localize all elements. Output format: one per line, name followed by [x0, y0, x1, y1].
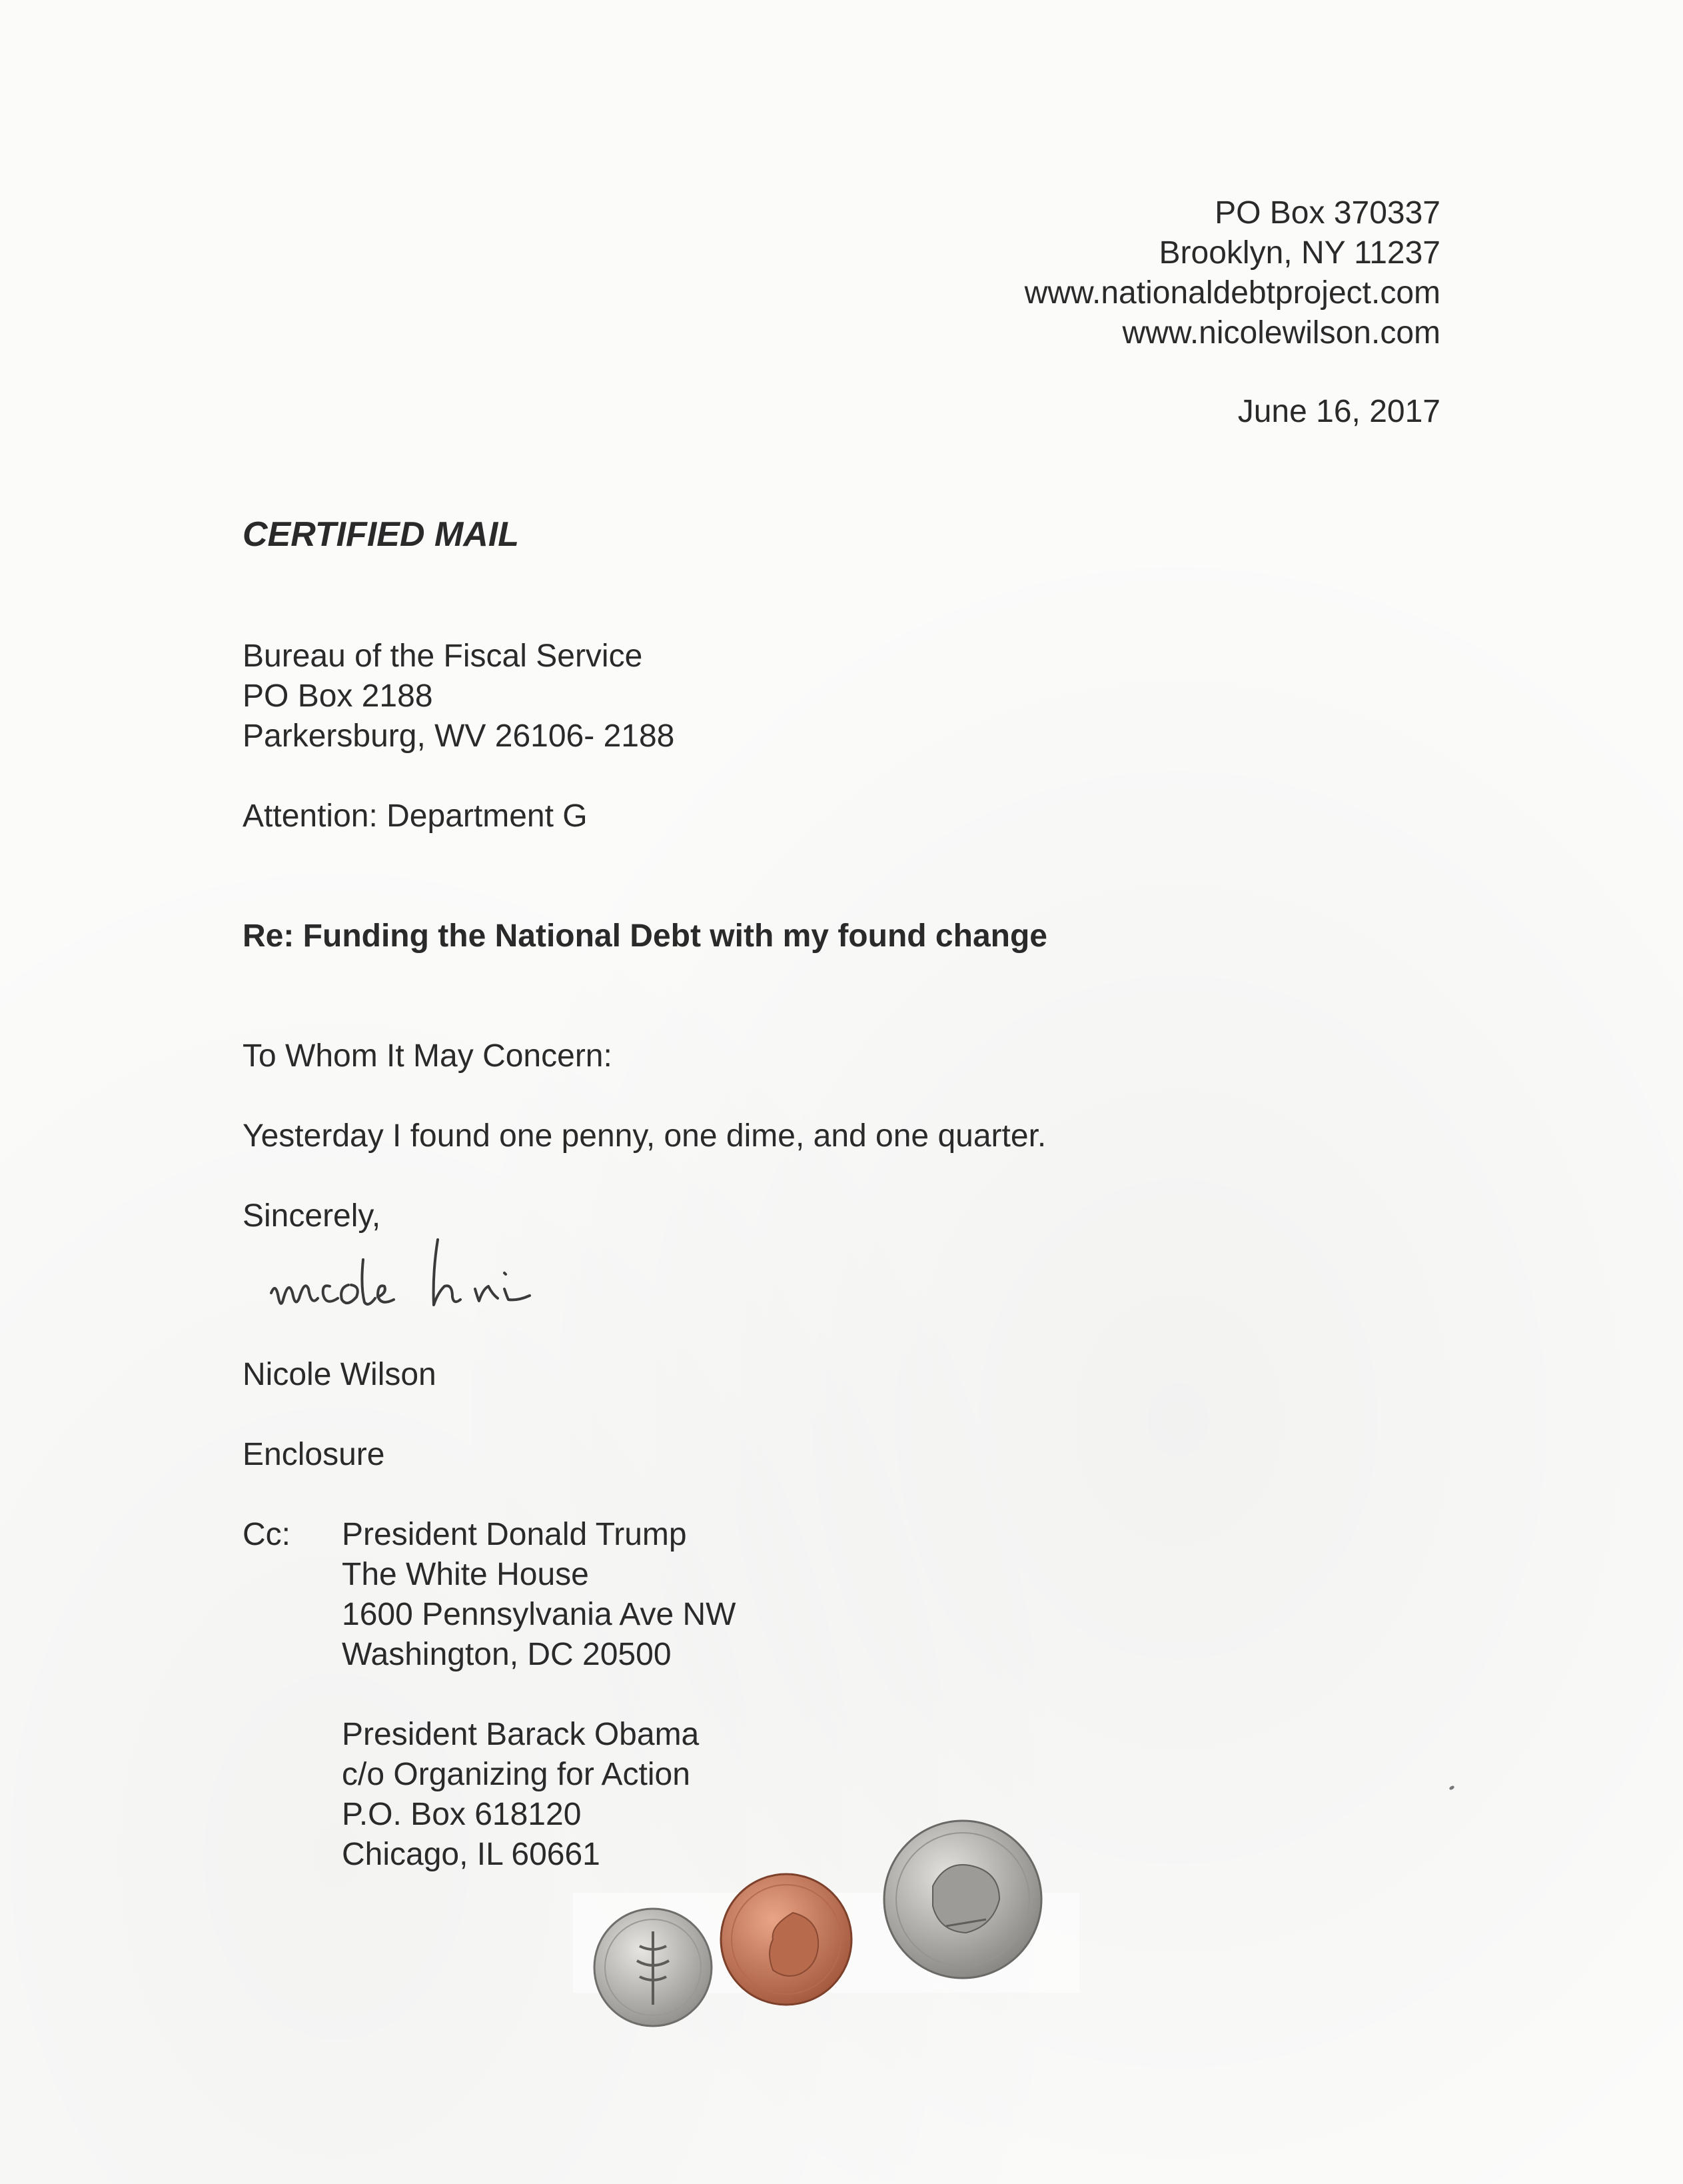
- cc-2-line-1: President Barack Obama: [342, 1717, 700, 1752]
- cc-recipient-1: [342, 1515, 736, 1675]
- sender-address: [1025, 193, 1440, 353]
- recipient-po-box: PO Box 2188: [243, 678, 433, 714]
- cc-1-line-4: Washington, DC 20500: [342, 1637, 672, 1672]
- cc-label: Cc:: [243, 1517, 290, 1552]
- cc-2-line-4: Chicago, IL 60661: [342, 1837, 600, 1872]
- penny-coin: [721, 1874, 851, 2005]
- body-text: Yesterday I found one penny, one dime, and one quarter.: [243, 1118, 1047, 1154]
- recipient-address: [243, 636, 674, 756]
- quarter-coin: [884, 1821, 1041, 1978]
- cc-2-line-2: c/o Organizing for Action: [342, 1757, 690, 1792]
- delivery-method: CERTIFIED MAIL: [243, 515, 520, 554]
- enclosure-note: Enclosure: [243, 1437, 385, 1472]
- recipient-name: Bureau of the Fiscal Service: [243, 638, 643, 674]
- letter-date: June 16, 2017: [1237, 394, 1440, 429]
- dime-coin: [594, 1909, 712, 2026]
- attention-line: Attention: Department G: [243, 798, 588, 834]
- closing: Sincerely,: [243, 1198, 381, 1234]
- cc-1-line-1: President Donald Trump: [342, 1517, 687, 1552]
- cc-1-line-2: The White House: [342, 1557, 589, 1592]
- cc-2-line-3: P.O. Box 618120: [342, 1797, 582, 1832]
- handwritten-signature: [263, 1220, 663, 1333]
- subject-line: Re: Funding the National Debt with my found change: [243, 918, 1047, 954]
- recipient-city: Parkersburg, WV 26106- 2188: [243, 718, 675, 754]
- signer-name: Nicole Wilson: [243, 1357, 436, 1392]
- sender-website-1: www.nationaldebtproject.com: [1024, 275, 1440, 311]
- sender-website-2: www.nicolewilson.com: [1122, 315, 1440, 351]
- sender-po-box: PO Box 370337: [1215, 195, 1440, 231]
- salutation: To Whom It May Concern:: [243, 1038, 612, 1074]
- cc-1-line-3: 1600 Pennsylvania Ave NW: [342, 1597, 736, 1632]
- enclosed-coins: [573, 1819, 1079, 2033]
- sender-city: Brooklyn, NY 11237: [1159, 235, 1440, 271]
- paper-speck: [1448, 1785, 1454, 1790]
